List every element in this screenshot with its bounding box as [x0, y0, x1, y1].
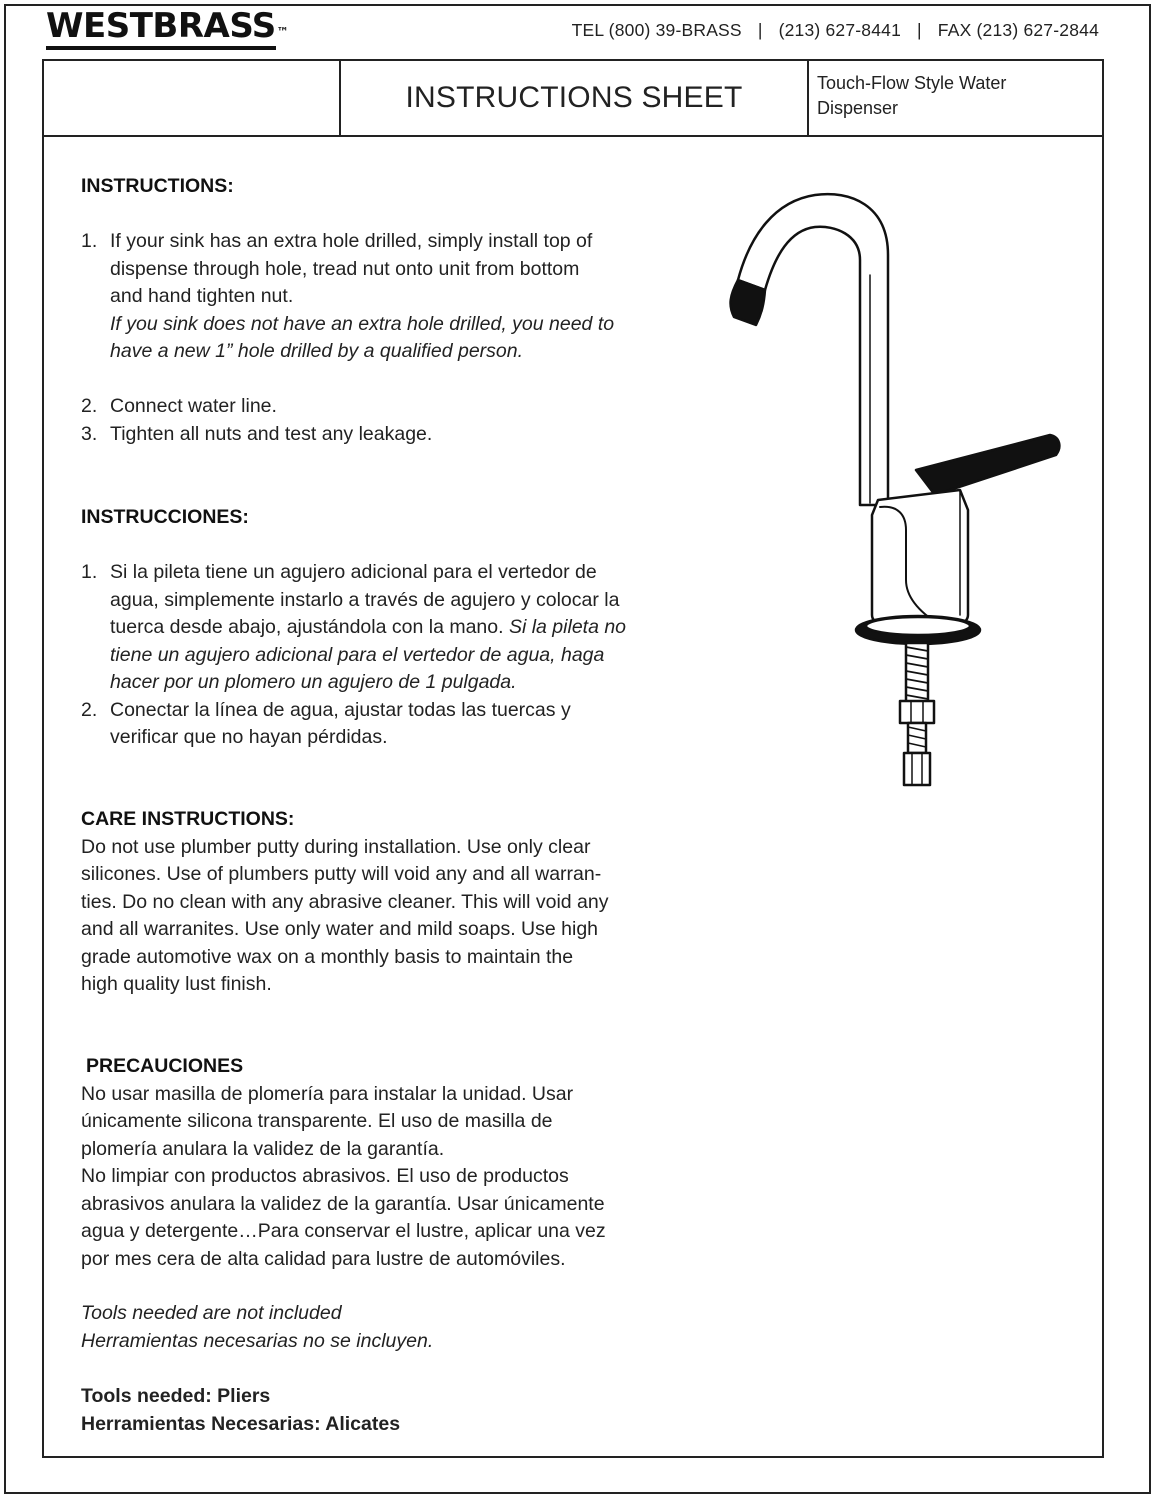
tools-needed-en: Tools needed: Pliers — [81, 1385, 271, 1407]
care-text-line: Do not use plumber putty during installation. Use only clear — [81, 835, 591, 858]
step-text: Si la pileta tiene un agujero adicional para el vertedor de — [110, 561, 597, 583]
instructions-steps — [81, 228, 681, 366]
fax-number: FAX (213) 627-2844 — [937, 20, 1099, 40]
sheet-title: INSTRUCTIONS SHEET — [341, 61, 809, 135]
step-number: 3. — [81, 422, 98, 445]
instrucciones-section — [81, 504, 681, 532]
instrucciones-steps — [81, 559, 701, 752]
step-number: 2. — [81, 395, 98, 417]
step-number: 1. — [81, 561, 98, 583]
care-text-line: grade automotive wax on a monthly basis to maintain the — [81, 945, 574, 968]
instructions-heading: INSTRUCTIONS: — [81, 175, 234, 197]
tools-note-en: Tools needed are not included — [81, 1302, 342, 1324]
precauciones-text-line: No usar masilla de plomería para instalar la unidad. Usar — [81, 1082, 574, 1105]
care-text-line: silicones. Use of plumbers putty will void any and all warran- — [81, 863, 602, 885]
water-dispenser-faucet-icon — [720, 185, 1070, 790]
tools-needed — [81, 1383, 681, 1438]
precauciones-text-line: por mes cera de alta calidad para lustre de automóviles. — [81, 1247, 566, 1270]
instruccion-step — [81, 559, 701, 697]
precauciones-section — [81, 1053, 701, 1273]
step-text: tuerca desde abajo, ajustándola con la mano. — [110, 616, 504, 638]
step-note: hacer por un plomero un agujero de 1 pulgada. — [110, 671, 517, 693]
contact-info — [572, 20, 1099, 41]
step-text: Tighten all nuts and test any leakage. — [110, 422, 433, 445]
precauciones-text-line: abrasivos anulara la validez de la garantía. Usar únicamente — [81, 1192, 605, 1215]
step-text: If your sink has an extra hole drilled, simply install top of — [110, 230, 593, 252]
separator: | — [917, 20, 922, 40]
care-heading: CARE INSTRUCTIONS: — [81, 808, 295, 830]
step-text: agua, simplemente instarlo a través de agujero y colocar la — [110, 588, 620, 611]
step-number: 1. — [81, 230, 98, 252]
step-note: If you sink does not have an extra hole drilled, you need to — [110, 312, 615, 335]
step-note: tiene un agujero adicional para el vertedor de agua, haga — [110, 643, 605, 666]
brand-logo — [46, 6, 288, 46]
precauciones-text-line: No limpiar con productos abrasivos. El uso de productos — [81, 1165, 569, 1187]
step-note: have a new 1” hole drilled by a qualified person. — [110, 340, 524, 362]
trademark: ™ — [276, 25, 289, 39]
instructions-steps-2 — [81, 393, 681, 448]
step-text: Conectar la línea de agua, ajustar todas las tuercas y — [110, 698, 571, 721]
instruction-step — [81, 421, 681, 449]
tools-needed-es: Herramientas Necesarias: Alicates — [81, 1412, 401, 1435]
step-number: 2. — [81, 698, 98, 721]
tools-note-es: Herramientas necesarias no se incluyen. — [81, 1329, 434, 1352]
care-text-line: high quality lust finish. — [81, 973, 272, 995]
phone-number: TEL (800) 39-BRASS — [571, 20, 742, 40]
instruction-step — [81, 228, 681, 366]
care-section — [81, 806, 701, 999]
tools-note — [81, 1300, 681, 1355]
product-name-line: Dispenser — [817, 98, 899, 118]
precauciones-heading: PRECAUCIONES — [86, 1055, 244, 1077]
instruccion-step — [81, 697, 701, 752]
instrucciones-heading: INSTRUCCIONES: — [81, 506, 249, 528]
separator: | — [757, 20, 763, 40]
precauciones-text-line: únicamente silicona transparente. El uso de masilla de — [81, 1110, 553, 1132]
instruction-step — [81, 393, 681, 421]
step-note: Si la pileta no — [508, 616, 627, 638]
product-name-line: Touch-Flow Style Water — [817, 73, 1007, 93]
care-text-line: ties. Do no clean with any abrasive cleaner. This will void any — [81, 890, 609, 913]
phone-number-2: (213) 627-8441 — [778, 20, 902, 40]
precauciones-text-line: plomería anulara la validez de la garantía. — [81, 1137, 445, 1160]
brand-name: WESTBRASS — [46, 6, 276, 50]
step-text: verificar que no hayan pérdidas. — [110, 726, 388, 748]
product-name — [809, 61, 1102, 135]
title-block-blank-cell — [44, 61, 341, 135]
step-text: Connect water line. — [110, 395, 277, 417]
precauciones-text-line: agua y detergente…Para conservar el lustre, aplicar una vez — [81, 1220, 606, 1242]
title-block — [42, 59, 1104, 137]
step-text: and hand tighten nut. — [110, 285, 294, 307]
instructions-section — [81, 173, 681, 201]
step-text: dispense through hole, tread nut onto unit from bottom — [110, 257, 580, 280]
care-text-line: and all warranites. Use only water and mild soaps. Use high — [81, 918, 599, 940]
